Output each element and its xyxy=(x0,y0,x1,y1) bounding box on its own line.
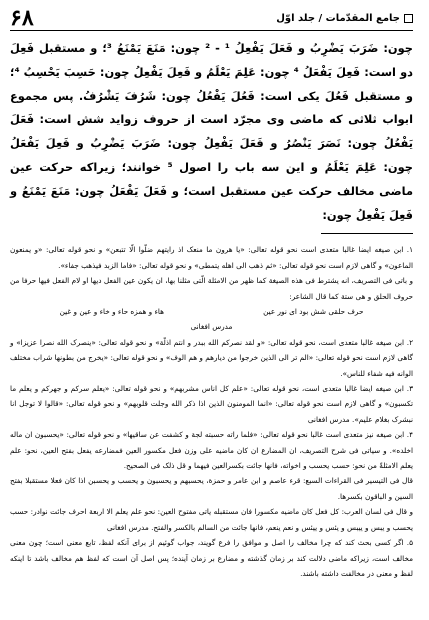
footnote-3: ٣. ابن صیغه ایضا غالبا متعدی است، نحو قوله تعالی: «علم کل اناس مشربهم» و نحو قوله تعالی: «یعلم سرکم و جهرکم و یعلم ما تکسبون» و گاهی لازم است نحو قوله تعالی: «انما المومنون الذین اذا ذکر الله وجلت قلوبهم» و نحو قوله تعالی: «قالوا لا توجل انا نبشرک بغلام علیم». مدرس افغانی xyxy=(10,384,413,424)
footnotes xyxy=(10,242,413,581)
page-header xyxy=(10,6,413,31)
poem xyxy=(10,304,413,319)
main-text xyxy=(10,37,413,227)
running-title xyxy=(276,13,413,24)
attribution: مدرس افغانی xyxy=(190,322,233,332)
footnote-4: ۴. ابن صیغه نیز متعدی است غالبا نحو قوله تعالی: «فلما راته حسبته لجة و کشفت عن ساقیها» و نحو قوله تعالی: «یحسبون ان ماله اخلده». و سیاتی فی شرح التصریف، ان المضارع ان کان ماضیه علی وزن فعل مکسور العین فمضارعه یفعل بفتح العین، نحو: علم یعلم الامثلةً من نحو: حسب یحسب و اخواته، فانها جائت بکسرالعین فیهما و قل ذلک فی الصحیح. xyxy=(10,430,413,471)
footnote-4-quote: قال فی التیسیر فی القراءات السبع: قرء عاصم و ابن عامر و حمزة، یحسبهم و یحسبون و یحسب و یحسبن اذا کان فعلا مستقبلا بفتح السین و الباقون بکسرها. xyxy=(10,476,413,501)
poem-hemistich-2: هاء و همزه حاء و خاء و عین و غین xyxy=(59,307,164,316)
book-title: جامع المقدّمات / جلد اوّل xyxy=(276,12,400,24)
footnote-divider xyxy=(321,233,413,234)
footnote-2: ٢. ابن صیغه غالبا متعدی است، نحو قوله تعالی: «و لقد نصرکم الله ببدر و انتم اذلّة» و نحو قوله تعالی: «ینصرک الله نصرا عزیزا» و گاهی لازم است نحو قوله تعالی: «الم تر الی الذین خرجوا من دیارهم و هم الوف» و نحو قوله تعالی: «یخرج من بطونها شراب مختلف الوانه فیه شفاء للناس». xyxy=(10,337,413,378)
footnote-5: ۵. اگر کسی بحث کند که چرا مخالف را اصل و موافق را فرع گویند، جواب گوئیم از برای آنکه لفظ، تابع معنی است؛ چون معنی مخالف است، زیراکه ماضی دلالت کند بر زمان گذشته و مضارع بر زمان آینده؛ پس اصل آن است که لفظ هم مخالف باشد تا اینکه لفظ و معنی در مخالفت داشته باشند. xyxy=(10,538,413,578)
square-ornament-icon xyxy=(404,14,413,23)
poem-hemistich-1: حرف حلقی شش بود ای نور عین xyxy=(263,307,364,316)
footnote-1-continuation: و باتی فی التصریف، انه یشترط فی هذه الصیغة کما ظهر من الامثلة الّتی مثلنا بها، ان یکون عین الفعل دیها او لام الفعل فیها حرفا من حروف الحلق و هی ستة کما قال الشاعر: xyxy=(10,276,413,301)
main-paragraph: چون: ضَرَبَ یَضْرِبُ و فَعَلَ یَفْعِلُ ¹ - ² چون: مَنَعَ یَمْنَعُ ³؛ و مستقبل فَعِلَ دو است: فَعِلَ یَفْعَلُ ⁴ چون: عَلِمَ یَعْلَمُ و فَعِلَ یَفْعِلُ چون: حَسِبَ یَحْسِبُ ⁴؛ و مستقبل فَعُلَ یکی است: فَعُلَ یَفْعُلُ چون: شَرُفَ یَشْرُفُ. پس مجموع ابواب ثلاثی که ماضی وی مجرّد است از حروف زواید شش است: فَعَلَ یَفْعُلُ چون: نَصَرَ یَنْصُرُ و فَعَلَ یَفْعِلُ چون: ضَرَبَ یَضْرِبُ و فَعِلَ یَفْعَلُ چون: عَلِمَ یَعْلَمُ و این سه باب را اصول ⁵ خوانند؛ زیراکه حرکت عین ماضی مخالف حرکت عین مستقبل است؛ و فَعَلَ یَفْعَلُ چون: مَنَعَ یَمْنَعُ و فَعِلَ یَفْعِلُ چون: xyxy=(10,41,413,222)
page-number: ۶۸ xyxy=(10,5,34,31)
footnote-1: ١. ابن صیغه ایضا غالبا متعدی است نحو قوله تعالی: «یا هرون ما منعک اذ رایتهم ضلّوا الّا تتبعن» و نحو قوله تعالی: «و یمنعون الماعون» و گاهی لازم است نحو قوله تعالی: «ثم ذهب الی اهله یتمطی» و نحو قوله تعالی: «فاما الزبد فیذهب جفاء». xyxy=(10,245,413,270)
footnote-4-lisan: و قال فی لسان العرب: کل فعل کان ماضیه مکسورا فان مستقبله یاتی مفتوح العین: نحو علم یعلم الا اربعة احرف جائت نوادر: حسب یحسب و یبس و ییبس و یئس و ییئس و نعم ینعم، فانها جائت من السالم بالکسر والفتح. مدرس افغانی xyxy=(10,507,413,532)
